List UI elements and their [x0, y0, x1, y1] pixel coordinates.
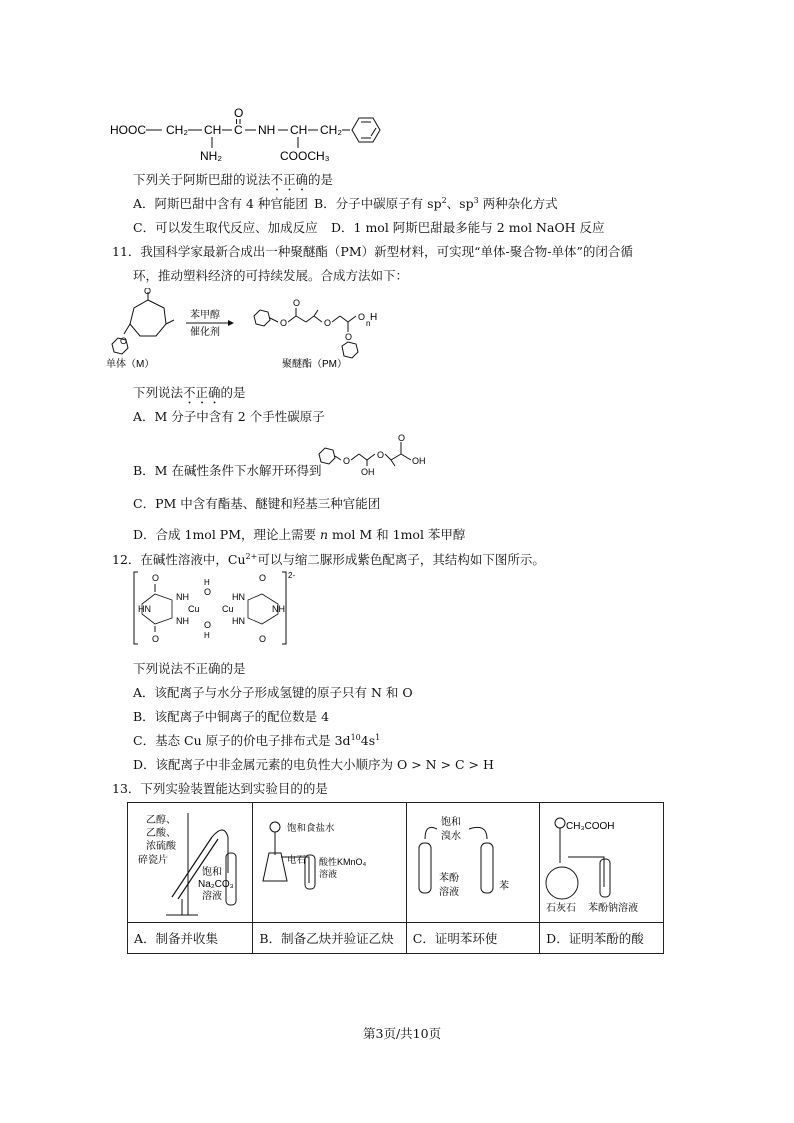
svg-text:O: O: [144, 288, 152, 296]
svg-text:O: O: [345, 332, 353, 342]
svg-text:NH: NH: [272, 604, 285, 614]
svg-text:溶液: 溶液: [202, 891, 222, 902]
svg-text:Cu: Cu: [188, 604, 200, 614]
q12-stem: 下列说法不正确的是: [133, 661, 246, 676]
svg-text:O: O: [152, 573, 160, 583]
apparatus-a: [128, 803, 253, 923]
svg-text:饱和: 饱和: [202, 867, 222, 878]
svg-text:O: O: [293, 298, 301, 308]
svg-text:O: O: [343, 456, 351, 466]
svg-text:乙酸、: 乙酸、: [146, 828, 176, 839]
svg-text:电石: 电石: [287, 855, 307, 866]
svg-text:H: H: [370, 312, 378, 323]
svg-text:O: O: [204, 587, 212, 597]
svg-text:O: O: [398, 434, 406, 443]
q11-option-d: D．合成 1mol PM，理论上需要 n mol M 和 1mol 苯甲醇: [133, 527, 466, 542]
q11-option-b: B．M 在碱性条件下水解开环得到: [133, 463, 322, 478]
svg-text:浓硫酸: 浓硫酸: [146, 841, 176, 852]
svg-text:H: H: [204, 631, 210, 640]
svg-text:n: n: [366, 319, 371, 328]
svg-text:O: O: [259, 634, 267, 644]
q12-line1: 12．在碱性溶液中，$Cu^{2+}$可以与缩二脲形成紫色配离子，其结构如下图所示。: [112, 551, 545, 567]
svg-text:COOCH₃: COOCH₃: [280, 149, 330, 163]
monomer-label: 单体（M）: [106, 359, 155, 370]
svg-text:CH₃COOH: CH₃COOH: [566, 821, 615, 832]
hooc-text: HOOC: [110, 123, 146, 137]
svg-text:O: O: [280, 318, 288, 328]
svg-text:CH: CH: [290, 123, 308, 137]
q13-stem: 13．下列实验装置能达到实验目的的是: [112, 781, 328, 796]
svg-text:CH₂: CH₂: [166, 123, 188, 137]
svg-text:HN: HN: [138, 604, 151, 614]
q11-b-structure: [315, 434, 435, 478]
svg-text:O: O: [358, 312, 366, 322]
svg-text:Cu: Cu: [222, 604, 234, 614]
svg-text:C: C: [234, 123, 243, 137]
apparatus-b: [253, 803, 406, 923]
caption-b: B．制备乙炔并验证乙炔: [253, 923, 406, 954]
q12-option-c: C．基态 Cu 原子的价电子排布式是 $3d^{10}4s^1$: [133, 732, 381, 748]
svg-text:O: O: [120, 336, 128, 346]
q10-option-b: B．分子中碳原子有 $sp^2$、$sp^3$ 两种杂化方式: [314, 195, 558, 211]
apparatus-table: [127, 802, 664, 954]
svg-text:碎瓷片: 碎瓷片: [138, 855, 168, 866]
svg-text:酸性KMnO₄: 酸性KMnO₄: [319, 857, 367, 867]
svg-text:Na₂CO₃: Na₂CO₃: [198, 879, 234, 890]
svg-text:HN: HN: [232, 592, 245, 602]
q10-stem: 下列关于阿斯巴甜的说法不正确的是: [133, 172, 334, 187]
svg-text:O: O: [204, 620, 212, 630]
svg-text:溴水: 溴水: [440, 831, 461, 842]
svg-text:O: O: [234, 106, 244, 120]
q12-option-d: D．该配离子中非金属元素的电负性大小顺序为 O > N > C > H: [133, 757, 494, 772]
svg-text:CH: CH: [204, 123, 222, 137]
svg-text:O: O: [259, 573, 267, 583]
q10-option-c: C．可以发生取代反应、加成反应: [133, 220, 318, 235]
svg-text:O: O: [377, 450, 385, 460]
svg-text:石灰石: 石灰石: [546, 903, 577, 914]
caption-c: C．证明苯环使: [406, 923, 539, 954]
q10-option-d: D．1 mol 阿斯巴甜最多能与 2 mol NaOH 反应: [331, 220, 605, 235]
svg-text:苯酚钠溶液: 苯酚钠溶液: [588, 903, 639, 914]
reagent-bottom: 催化剂: [190, 327, 220, 338]
aspartame-structure: [108, 104, 388, 166]
svg-text:溶液: 溶液: [319, 869, 338, 879]
svg-text:溶液: 溶液: [438, 887, 459, 898]
svg-text:饱和: 饱和: [440, 817, 461, 828]
apparatus-d: [540, 803, 664, 923]
reagent-top: 苯甲醇: [190, 310, 220, 321]
page-footer: 第3页/共10页: [363, 1026, 442, 1041]
q11-reaction-scheme: [104, 288, 394, 374]
svg-text:饱和食盐水: 饱和食盐水: [287, 823, 335, 834]
caption-a: A．制备并收集: [128, 923, 253, 954]
svg-text:CH₂: CH₂: [320, 123, 342, 137]
svg-text:NH: NH: [258, 123, 276, 137]
q12-option-b: B．该配离子中铜离子的配位数是 4: [133, 709, 330, 724]
svg-text:NH: NH: [176, 616, 189, 626]
q11-option-c: C．PM 中含有酯基、醚键和羟基三种官能团: [133, 496, 381, 511]
q10-option-a: A．阿斯巴甜中含有 4 种官能团: [133, 196, 308, 211]
q11-stem: 下列说法不正确的是: [133, 385, 246, 400]
svg-text:O: O: [152, 634, 160, 644]
q12-complex-structure: [132, 568, 312, 648]
q11-line2: 环，推动塑料经济的可持续发展。合成方法如下：: [133, 268, 409, 283]
caption-d: D．证明苯酚的酸: [540, 923, 664, 954]
q11-line1: 11．我国科学家最新合成出一种聚醚酯（PM）新型材料，可实现“单体-聚合物-单体”的闭合循: [112, 244, 633, 259]
svg-text:O: O: [324, 318, 332, 328]
q12-option-a: A．该配离子与水分子形成氢键的原子只有 N 和 O: [133, 685, 413, 700]
q11-option-a: A．M 分子中含有 2 个手性碳原子: [133, 409, 325, 424]
svg-text:OH: OH: [361, 467, 375, 477]
svg-text:H: H: [204, 578, 210, 587]
svg-text:NH: NH: [176, 592, 189, 602]
svg-text:HN: HN: [232, 616, 245, 626]
svg-text:NH₂: NH₂: [200, 149, 222, 163]
svg-text:2-: 2-: [288, 571, 296, 580]
svg-text:苯: 苯: [498, 881, 509, 892]
polymer-label: 聚醚酯（PM）: [282, 359, 347, 370]
apparatus-c: [406, 803, 539, 923]
svg-text:苯酚: 苯酚: [438, 873, 459, 884]
svg-text:乙醇、: 乙醇、: [146, 815, 176, 826]
svg-text:OH: OH: [412, 456, 426, 466]
